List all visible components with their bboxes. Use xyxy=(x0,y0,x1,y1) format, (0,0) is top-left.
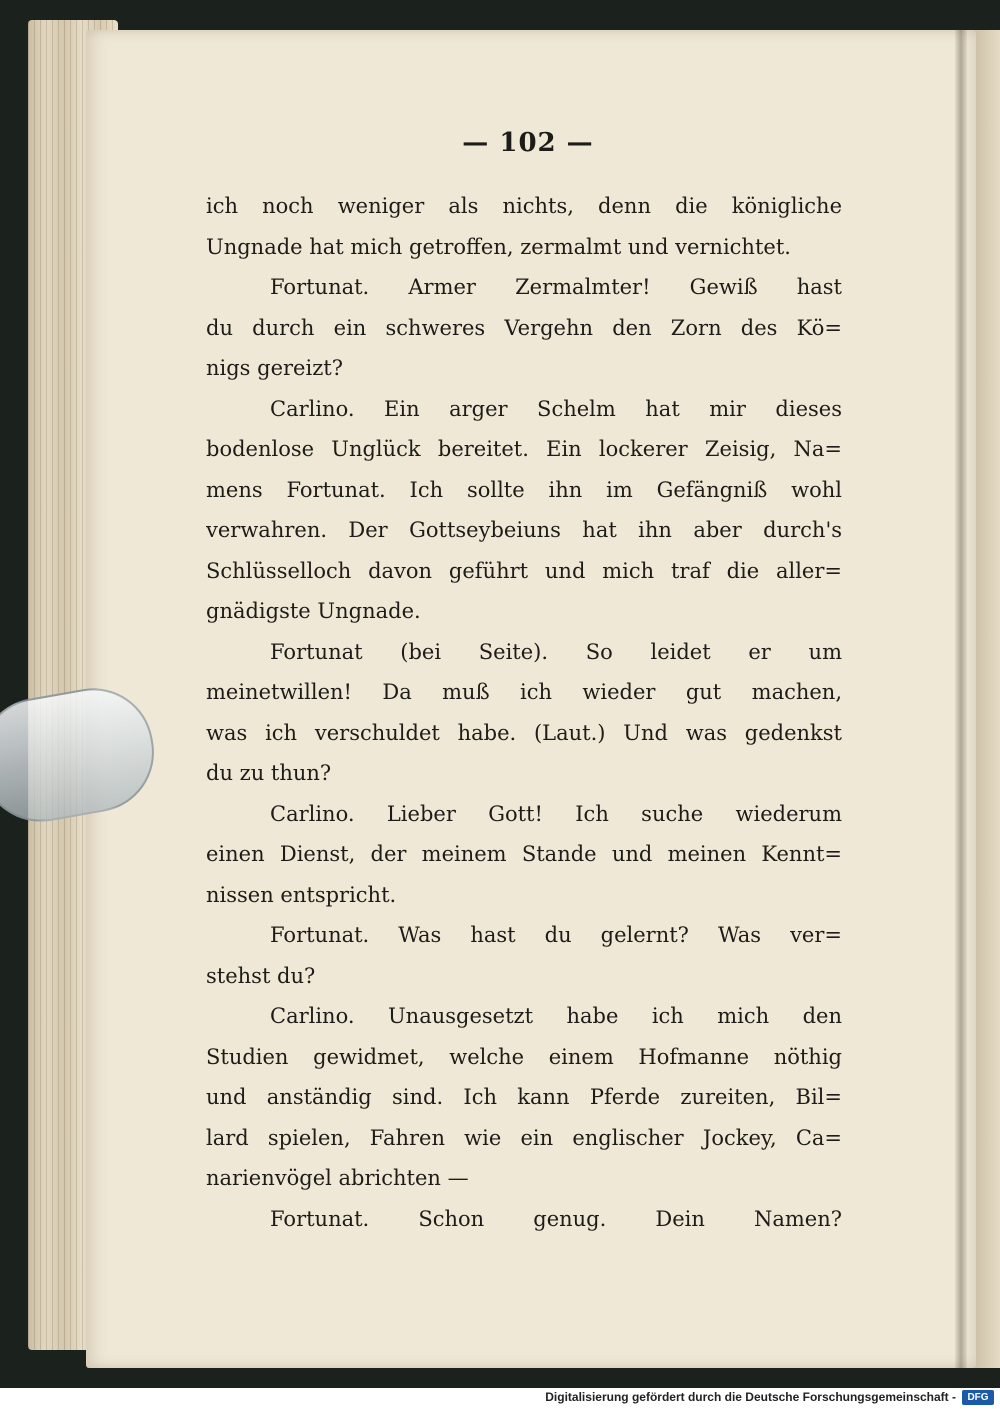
text-line: nissen entspricht. xyxy=(206,882,397,907)
dfg-logo: DFG xyxy=(962,1390,994,1405)
text-line: nigs gereizt? xyxy=(206,356,343,380)
text-line: Fortunat (bei Seite). So leidet er um xyxy=(270,639,842,664)
text-line: Carlino. Lieber Gott! Ich suche wiederum xyxy=(270,801,842,826)
text-line: gnädigste Ungnade. xyxy=(206,599,421,623)
text-line: du zu thun? xyxy=(206,761,332,785)
page-text-block xyxy=(206,186,842,1239)
text-line: und anständig sind. Ich kann Pferde zureiten, Bil= xyxy=(206,1085,842,1109)
text-line: mens Fortunat. Ich sollte ihn im Gefängniß wohl xyxy=(206,477,842,502)
text-line: stehst du? xyxy=(206,963,316,988)
text-line: Fortunat. Was hast du gelernt? Was ver= xyxy=(270,923,842,947)
text-line: einen Dienst, der meinem Stande und meinen Kennt= xyxy=(206,842,842,866)
page-number-header: — 102 — xyxy=(462,128,594,158)
text-line: verwahren. Der Gottseybeiuns hat ihn aber durch's xyxy=(206,518,842,542)
text-line: ich noch weniger als nichts, denn die königliche xyxy=(206,194,842,218)
text-line: Schlüsselloch davon geführt und mich traf die aller= xyxy=(206,558,842,583)
text-line: Fortunat. Schon genug. Dein Namen? xyxy=(270,1206,842,1231)
text-line: Ungnade hat mich getroffen, zermalmt und vernichtet. xyxy=(206,234,791,259)
text-line: lard spielen, Fahren wie ein englischer Jockey, Ca= xyxy=(206,1125,842,1150)
text-line: Carlino. Ein arger Schelm hat mir dieses xyxy=(270,396,842,421)
text-line: meinetwillen! Da muß ich wieder gut machen, xyxy=(206,680,842,704)
funding-credit: Digitalisierung gefördert durch die Deutsche Forschungsgemeinschaft - xyxy=(545,1390,956,1404)
text-line: bodenlose Unglück bereitet. Ein lockerer Zeisig, Na= xyxy=(206,437,842,461)
text-line: Fortunat. Armer Zermalmter! Gewiß hast xyxy=(270,275,842,299)
text-line: Studien gewidmet, welche einem Hofmanne nöthig xyxy=(206,1044,842,1069)
text-line: was ich verschuldet habe. (Laut.) Und was gedenkst xyxy=(206,720,842,745)
footer-bar xyxy=(0,1388,1000,1409)
text-line: narienvögel abrichten — xyxy=(206,1166,469,1190)
text-line: du durch ein schweres Vergehn den Zorn des Kö= xyxy=(206,315,842,340)
page-gutter-shadow xyxy=(955,30,967,1368)
text-line: Carlino. Unausgesetzt habe ich mich den xyxy=(270,1004,842,1028)
